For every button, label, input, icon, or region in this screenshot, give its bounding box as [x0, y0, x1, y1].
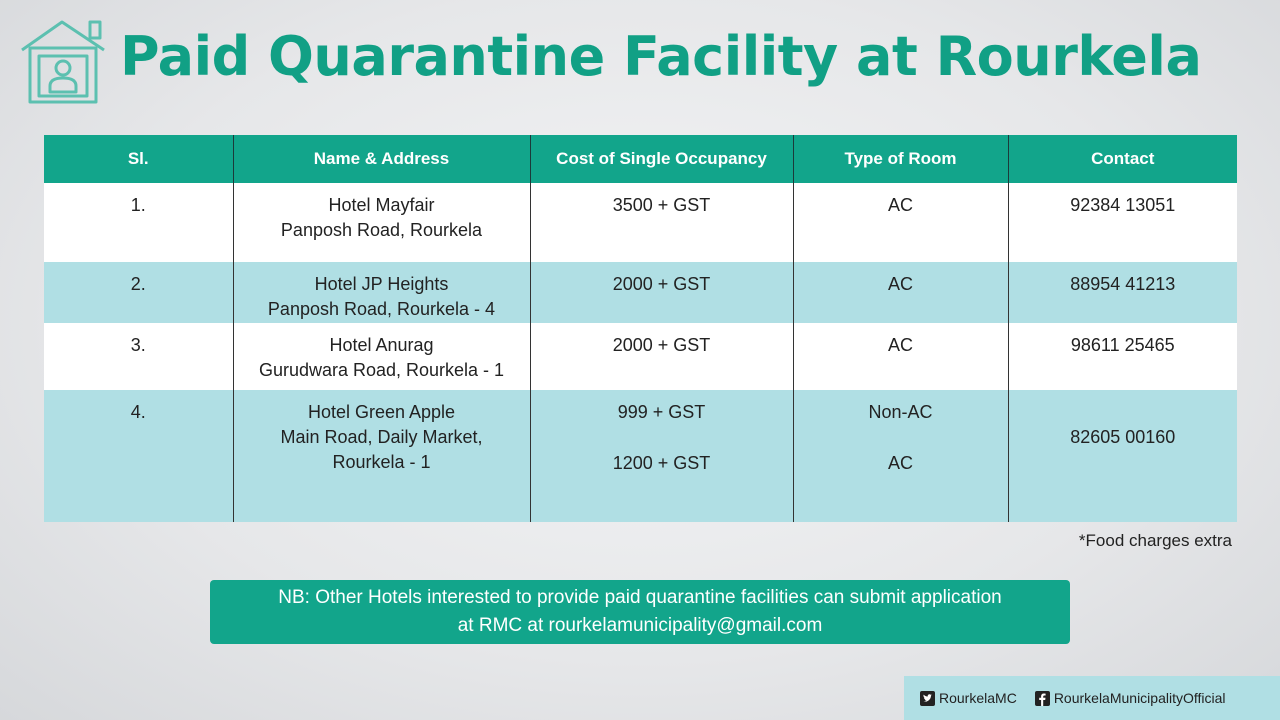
- hotel-name: Hotel JP Heights: [314, 274, 449, 294]
- cell-name-address: [233, 262, 530, 323]
- col-header-sl: Sl.: [44, 135, 233, 183]
- cell-sl: 1.: [44, 183, 233, 262]
- cell-room-type: [793, 390, 1008, 522]
- cell-contact: 82605 00160: [1008, 390, 1237, 522]
- cell-room-type: AC: [793, 183, 1008, 262]
- social-bar: [904, 676, 1280, 720]
- house-person-icon: [18, 18, 110, 106]
- cell-contact: 98611 25465: [1008, 323, 1237, 390]
- table-header-row: [44, 135, 1237, 183]
- col-header-name-address: Name & Address: [233, 135, 530, 183]
- cell-cost: 3500 + GST: [530, 183, 793, 262]
- cell-room-type: AC: [793, 262, 1008, 323]
- facebook-icon: [1035, 691, 1050, 706]
- cell-sl: 3.: [44, 323, 233, 390]
- hotel-name: Hotel Anurag: [329, 335, 434, 355]
- cell-room-type: AC: [793, 323, 1008, 390]
- nb-line-2: at RMC at rourkelamunicipality@gmail.com: [457, 615, 823, 636]
- table-row: [44, 323, 1237, 390]
- cell-name-address: [233, 183, 530, 262]
- col-header-room-type: Type of Room: [793, 135, 1008, 183]
- cell-contact: 88954 41213: [1008, 262, 1237, 323]
- facebook-page: RourkelaMunicipalityOfficial: [1053, 690, 1226, 706]
- cell-sl: 4.: [44, 390, 233, 522]
- hotel-address: Rourkela - 1: [332, 452, 431, 472]
- cell-contact: 92384 13051: [1008, 183, 1237, 262]
- footnote: *Food charges extra: [1078, 531, 1232, 550]
- cell-cost: 2000 + GST: [530, 323, 793, 390]
- cell-cost: 2000 + GST: [530, 262, 793, 323]
- page-title: Paid Quarantine Facility at Rourkela: [120, 25, 1202, 88]
- hotel-address: Main Road, Daily Market,: [280, 427, 483, 447]
- table-row: [44, 390, 1237, 522]
- nb-line-1: NB: Other Hotels interested to provide paid quarantine facilities can submit application: [278, 587, 1002, 608]
- col-header-contact: Contact: [1008, 135, 1237, 183]
- hotel-name: Hotel Green Apple: [307, 402, 456, 422]
- room-type-ac: AC: [887, 453, 913, 473]
- hotel-address: Gurudwara Road, Rourkela - 1: [258, 360, 505, 380]
- hotel-name: Hotel Mayfair: [328, 195, 435, 215]
- table-row: [44, 262, 1237, 323]
- cell-cost: [530, 390, 793, 522]
- col-header-cost: Cost of Single Occupancy: [530, 135, 793, 183]
- facebook-link[interactable]: [1035, 690, 1226, 706]
- cell-name-address: [233, 390, 530, 522]
- cost-ac: 1200 + GST: [612, 453, 711, 473]
- twitter-handle: RourkelaMC: [939, 690, 1017, 706]
- twitter-link[interactable]: [920, 690, 1017, 706]
- cell-name-address: [233, 323, 530, 390]
- hotel-address: Panposh Road, Rourkela - 4: [267, 299, 496, 319]
- twitter-icon: [920, 691, 935, 706]
- nb-notice: [210, 580, 1070, 644]
- room-type-non-ac: Non-AC: [868, 402, 933, 422]
- hotel-table: [44, 135, 1237, 522]
- cost-non-ac: 999 + GST: [617, 402, 706, 422]
- table-row: [44, 183, 1237, 262]
- hotel-address: Panposh Road, Rourkela: [280, 220, 483, 240]
- cell-sl: 2.: [44, 262, 233, 323]
